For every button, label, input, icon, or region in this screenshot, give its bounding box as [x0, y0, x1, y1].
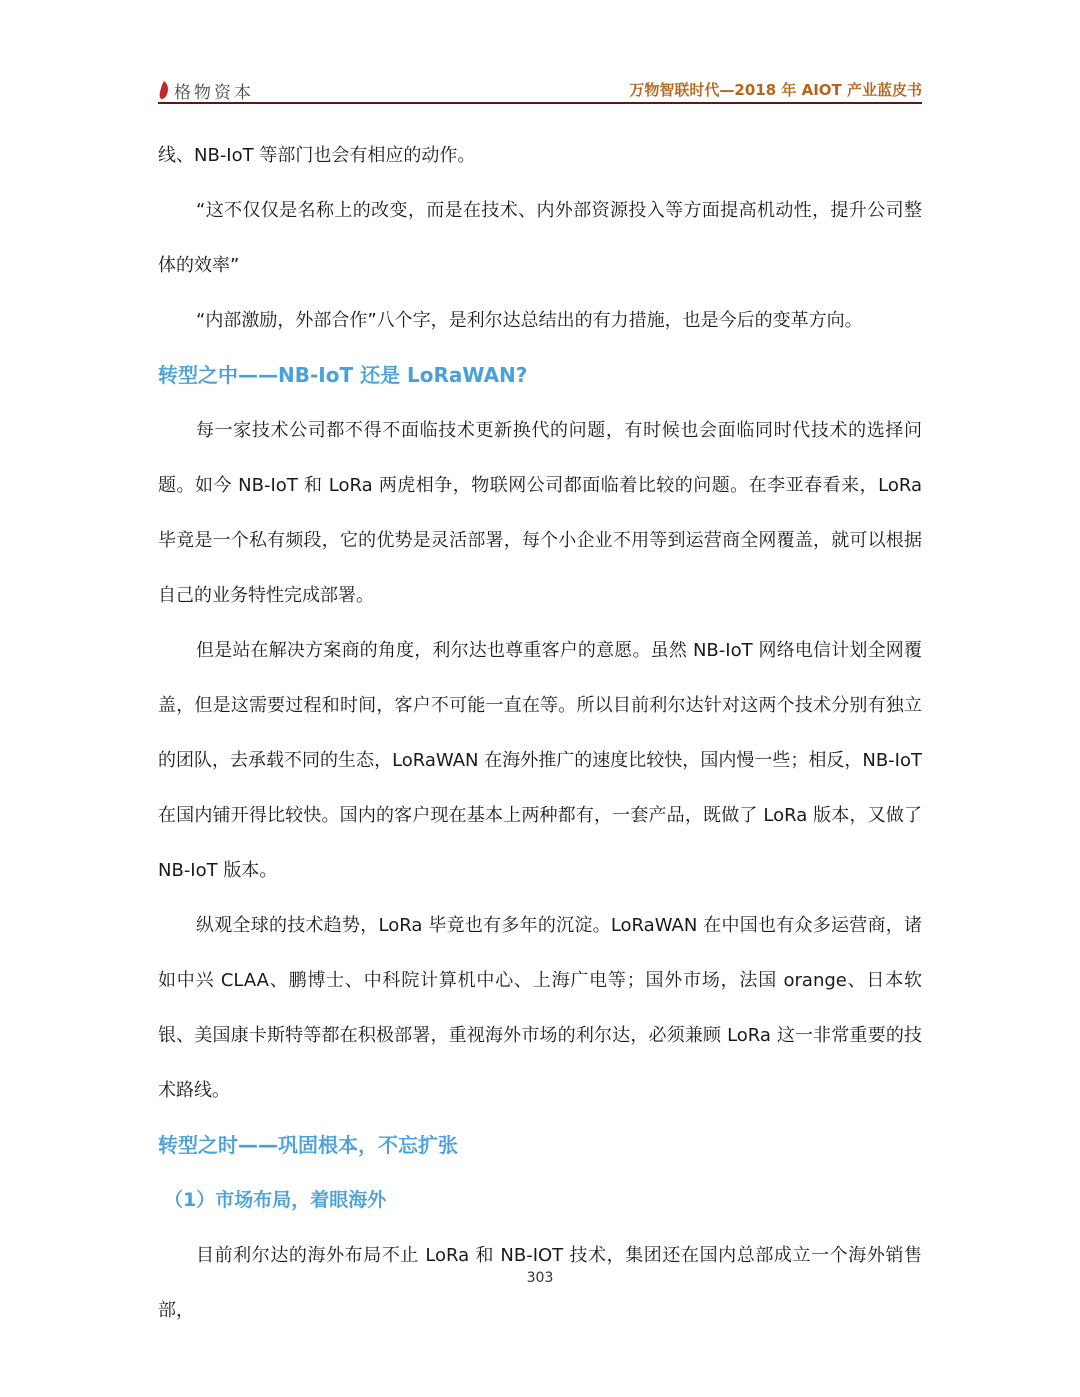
paragraph-1: 线、NB-IoT 等部门也会有相应的动作。: [158, 145, 476, 166]
subsection-heading: （1）市场布局，着眼海外: [164, 1189, 387, 1211]
page-header: [158, 74, 922, 104]
section-heading-2: 转型之时——巩固根本，不忘扩张: [158, 1133, 458, 1157]
paragraph-3: “内部激励，外部合作”八个字，是利尔达总结出的有力措施，也是今后的变革方向。: [196, 310, 863, 331]
paragraph-5: 但是站在解决方案商的角度，利尔达也尊重客户的意愿。虽然 NB-IoT 网络电信计划全网覆盖，但是这需要过程和时间，客户不可能一直在等。所以目前利尔达针对这两个技术分别有独立的团队，去承载不同的生态，LoRaWAN 在海外推广的速度比较快，国内慢一些；相反，NB-IoT 在国内铺开得比较快。国内的客户现在基本上两种都有，一套产品，既做了 LoRa 版本，又做了 NB-IoT 版本。: [158, 640, 922, 881]
header-rule: [158, 102, 922, 104]
logo-mark-icon: [158, 80, 170, 100]
paragraph-7: 目前利尔达的海外布局不止 LoRa 和 NB-IOT 技术，集团还在国内总部成立一个海外销售部，: [158, 1245, 922, 1321]
page-body: [158, 128, 922, 1338]
section-heading-1: 转型之中——NB-IoT 还是 LoRaWAN?: [158, 363, 528, 387]
paragraph-2: “这不仅仅是名称上的改变，而是在技术、内外部资源投入等方面提高机动性，提升公司整体的效率”: [158, 200, 922, 276]
logo-text: 格物资本: [174, 82, 254, 103]
paragraph-6: 纵观全球的技术趋势，LoRa 毕竟也有多年的沉淀。LoRaWAN 在中国也有众多运营商，诸如中兴 CLAA、鹏博士、中科院计算机中心、上海广电等；国外市场，法国 orange、日本软银、美国康卡斯特等都在积极部署，重视海外市场的利尔达，必须兼顾 LoRa 这一非常重要的技术路线。: [158, 915, 922, 1101]
page-number: 303: [526, 1270, 554, 1286]
paragraph-4: 每一家技术公司都不得不面临技术更新换代的问题，有时候也会面临同时代技术的选择问题。如今 NB-IoT 和 LoRa 两虎相争，物联网公司都面临着比较的问题。在李亚春看来，LoRa 毕竟是一个私有频段，它的优势是灵活部署，每个小企业不用等到运营商全网覆盖，就可以根据自己的业务特性完成部署。: [158, 420, 922, 606]
header-title: 万物智联时代—2018 年 AIOT 产业蓝皮书: [629, 81, 922, 99]
logo: [158, 78, 254, 102]
